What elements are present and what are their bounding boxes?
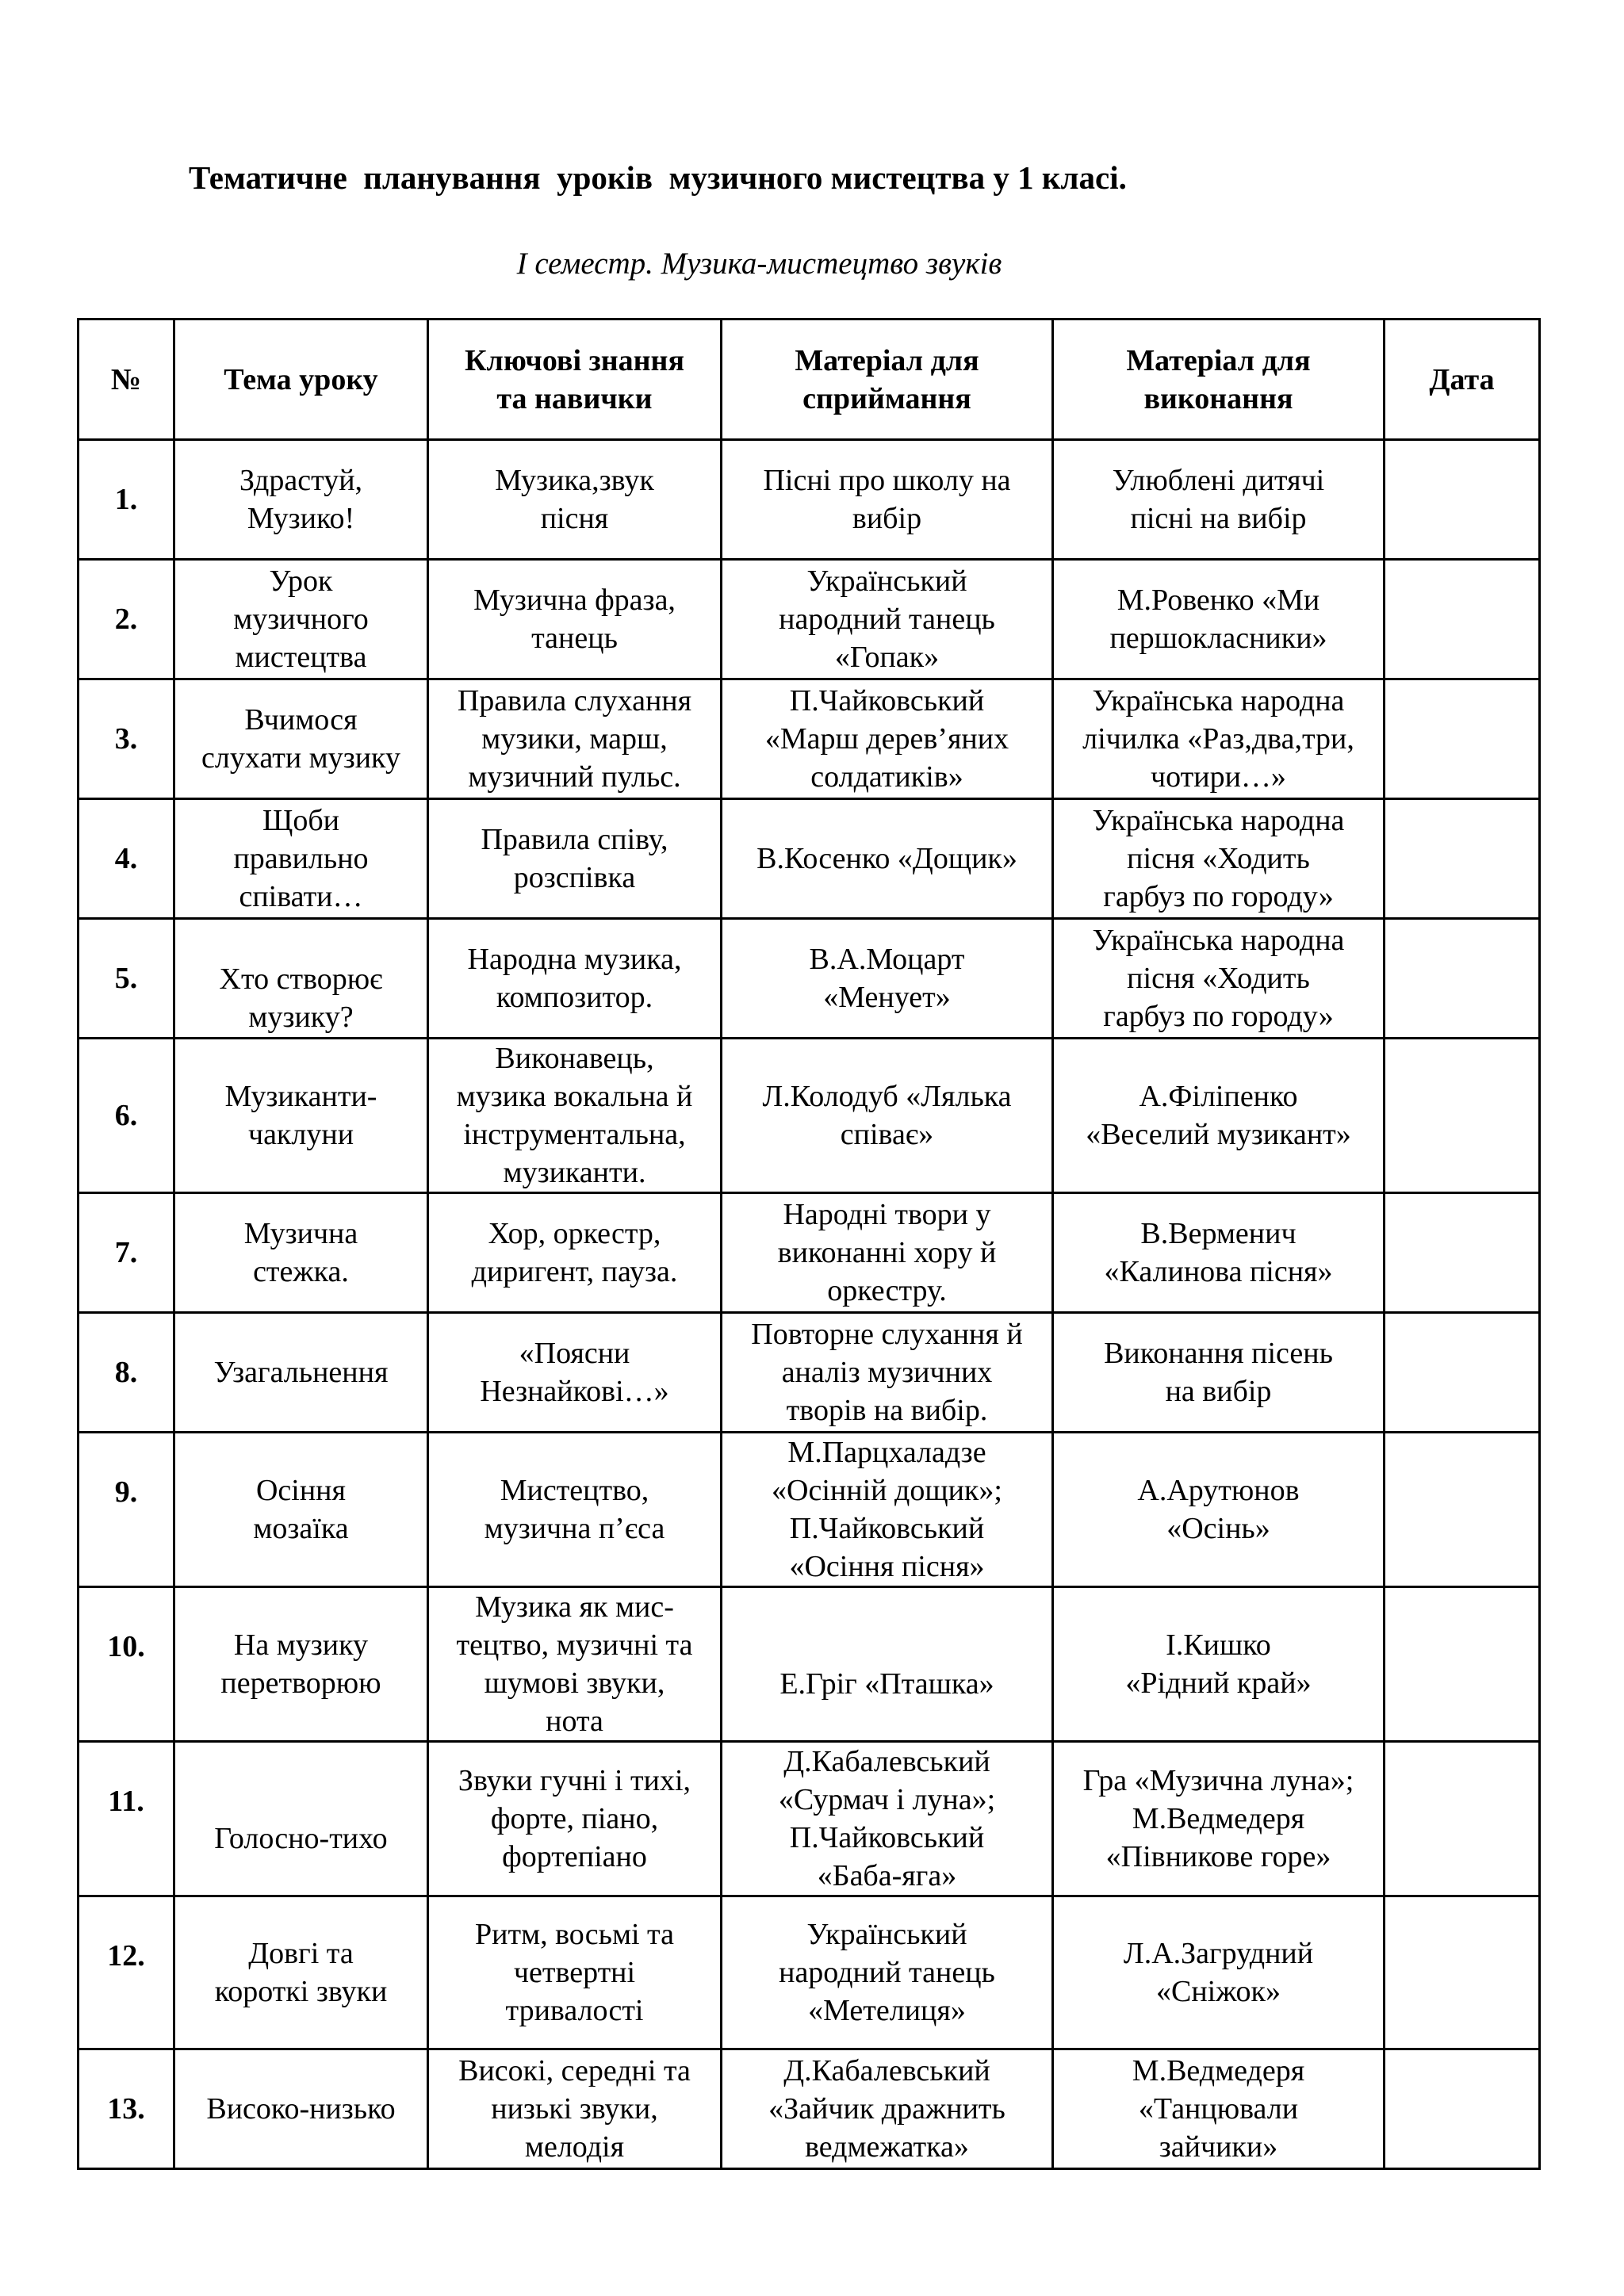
row-listening: Український народний танець «Метелиця» bbox=[722, 1896, 1053, 2049]
row-topic: Щоби правильно співати… bbox=[174, 799, 428, 919]
row-date bbox=[1385, 1433, 1540, 1587]
row-topic: Осіння мозаїка bbox=[174, 1433, 428, 1587]
row-number: 11. bbox=[79, 1742, 174, 1896]
row-topic: Урок музичного мистецтва bbox=[174, 560, 428, 679]
table-row bbox=[79, 1039, 1540, 1193]
row-date bbox=[1385, 679, 1540, 799]
row-performing: Українська народна пісня «Ходить гарбуз по городу» bbox=[1053, 919, 1385, 1039]
row-date bbox=[1385, 1039, 1540, 1193]
row-topic: Довгі та короткі звуки bbox=[174, 1896, 428, 2049]
header-skills: Ключові знання та навички bbox=[428, 320, 722, 440]
row-date bbox=[1385, 799, 1540, 919]
row-listening: Повторне слухання й аналіз музичних творів на вибір. bbox=[722, 1313, 1053, 1433]
row-listening: Е.Гріг «Пташка» bbox=[722, 1587, 1053, 1742]
row-listening: В.А.Моцарт «Менует» bbox=[722, 919, 1053, 1039]
row-performing: Українська народна лічилка «Раз,два,три, чотири…» bbox=[1053, 679, 1385, 799]
row-number: 7. bbox=[79, 1193, 174, 1313]
header-listening-material: Матеріал для сприймання bbox=[722, 320, 1053, 440]
table-row bbox=[79, 919, 1540, 1039]
row-listening: Український народний танець «Гопак» bbox=[722, 560, 1053, 679]
row-topic: Хто створює музику? bbox=[174, 919, 428, 1039]
row-skills: Музика як мис- тецтво, музичні та шумові звуки, нота bbox=[428, 1587, 722, 1742]
row-date bbox=[1385, 2049, 1540, 2169]
row-topic: Високо-низько bbox=[174, 2049, 428, 2169]
row-performing: Українська народна пісня «Ходить гарбуз по городу» bbox=[1053, 799, 1385, 919]
row-skills: Музика,звук пісня bbox=[428, 440, 722, 560]
document-title: Тематичне планування уроків музичного мистецтва у 1 класі. bbox=[189, 159, 1127, 196]
row-performing: Улюблені дитячі пісні на вибір bbox=[1053, 440, 1385, 560]
table-row bbox=[79, 799, 1540, 919]
row-skills: Народна музика, композитор. bbox=[428, 919, 722, 1039]
row-listening: Народні твори у виконанні хору й оркестру. bbox=[722, 1193, 1053, 1313]
row-skills: Правила співу, розспівка bbox=[428, 799, 722, 919]
row-listening: Д.Кабалевський «Сурмач і луна»; П.Чайковський «Баба-яга» bbox=[722, 1742, 1053, 1896]
row-number: 12. bbox=[79, 1896, 174, 2049]
row-skills: «Поясни Незнайкові…» bbox=[428, 1313, 722, 1433]
row-listening: В.Косенко «Дощик» bbox=[722, 799, 1053, 919]
row-skills: Мистецтво, музична п’єса bbox=[428, 1433, 722, 1587]
table-row bbox=[79, 1742, 1540, 1896]
table-row bbox=[79, 1193, 1540, 1313]
row-listening: П.Чайковський «Марш дерев’яних солдатиків» bbox=[722, 679, 1053, 799]
row-number: 10. bbox=[79, 1587, 174, 1742]
table-row bbox=[79, 1896, 1540, 2049]
table-row bbox=[79, 679, 1540, 799]
row-date bbox=[1385, 919, 1540, 1039]
row-number: 5. bbox=[79, 919, 174, 1039]
row-performing: Виконання пісень на вибір bbox=[1053, 1313, 1385, 1433]
table-row bbox=[79, 1313, 1540, 1433]
row-topic: На музику перетворюю bbox=[174, 1587, 428, 1742]
table-row bbox=[79, 440, 1540, 560]
row-skills: Звуки гучні і тихі, форте, піано, фортепіано bbox=[428, 1742, 722, 1896]
lesson-plan-table bbox=[77, 318, 1541, 2170]
row-performing: М.Ведмедеря «Танцювали зайчики» bbox=[1053, 2049, 1385, 2169]
row-listening: Пісні про школу на вибір bbox=[722, 440, 1053, 560]
row-performing: В.Верменич «Калинова пісня» bbox=[1053, 1193, 1385, 1313]
row-number: 3. bbox=[79, 679, 174, 799]
row-number: 1. bbox=[79, 440, 174, 560]
row-date bbox=[1385, 1896, 1540, 2049]
row-number: 8. bbox=[79, 1313, 174, 1433]
row-topic: Здрастуй, Музико! bbox=[174, 440, 428, 560]
row-listening: Л.Колодуб «Лялька співає» bbox=[722, 1039, 1053, 1193]
row-date bbox=[1385, 1313, 1540, 1433]
row-skills: Музична фраза, танець bbox=[428, 560, 722, 679]
row-skills: Високі, середні та низькі звуки, мелодія bbox=[428, 2049, 722, 2169]
row-date bbox=[1385, 1742, 1540, 1896]
row-performing: М.Ровенко «Ми першокласники» bbox=[1053, 560, 1385, 679]
row-skills: Виконавець, музика вокальна й інструментальна, музиканти. bbox=[428, 1039, 722, 1193]
row-skills: Хор, оркестр, диригент, пауза. bbox=[428, 1193, 722, 1313]
row-number: 9. bbox=[79, 1433, 174, 1587]
row-skills: Правила слухання музики, марш, музичний пульс. bbox=[428, 679, 722, 799]
row-date bbox=[1385, 1587, 1540, 1742]
row-performing: А.Філіпенко «Веселий музикант» bbox=[1053, 1039, 1385, 1193]
row-topic: Музиканти- чаклуни bbox=[174, 1039, 428, 1193]
row-topic: Голосно-тихо bbox=[174, 1742, 428, 1896]
row-date bbox=[1385, 1193, 1540, 1313]
row-number: 13. bbox=[79, 2049, 174, 2169]
row-topic: Музична стежка. bbox=[174, 1193, 428, 1313]
row-listening: Д.Кабалевський «Зайчик дражнить ведмежатка» bbox=[722, 2049, 1053, 2169]
row-topic: Вчимося слухати музику bbox=[174, 679, 428, 799]
header-performing-material: Матеріал для виконання bbox=[1053, 320, 1385, 440]
row-number: 4. bbox=[79, 799, 174, 919]
header-number: № bbox=[79, 320, 174, 440]
table-row bbox=[79, 1587, 1540, 1742]
header-date: Дата bbox=[1385, 320, 1540, 440]
row-listening: М.Парцхаладзе «Осінній дощик»; П.Чайковський «Осіння пісня» bbox=[722, 1433, 1053, 1587]
table-row bbox=[79, 1433, 1540, 1587]
table-row bbox=[79, 560, 1540, 679]
row-performing: І.Кишко «Рідний край» bbox=[1053, 1587, 1385, 1742]
row-performing: Гра «Музична луна»; М.Ведмедеря «Півникове горе» bbox=[1053, 1742, 1385, 1896]
row-skills: Ритм, восьмі та четвертні тривалості bbox=[428, 1896, 722, 2049]
row-performing: Л.А.Загрудний «Сніжок» bbox=[1053, 1896, 1385, 2049]
table-row bbox=[79, 2049, 1540, 2169]
header-topic: Тема уроку bbox=[174, 320, 428, 440]
row-topic: Узагальнення bbox=[174, 1313, 428, 1433]
row-date bbox=[1385, 560, 1540, 679]
row-number: 2. bbox=[79, 560, 174, 679]
table-header-row bbox=[79, 320, 1540, 440]
row-performing: А.Арутюнов «Осінь» bbox=[1053, 1433, 1385, 1587]
document-subtitle: І семестр. Музика-мистецтво звуків bbox=[516, 247, 1002, 281]
row-date bbox=[1385, 440, 1540, 560]
row-number: 6. bbox=[79, 1039, 174, 1193]
